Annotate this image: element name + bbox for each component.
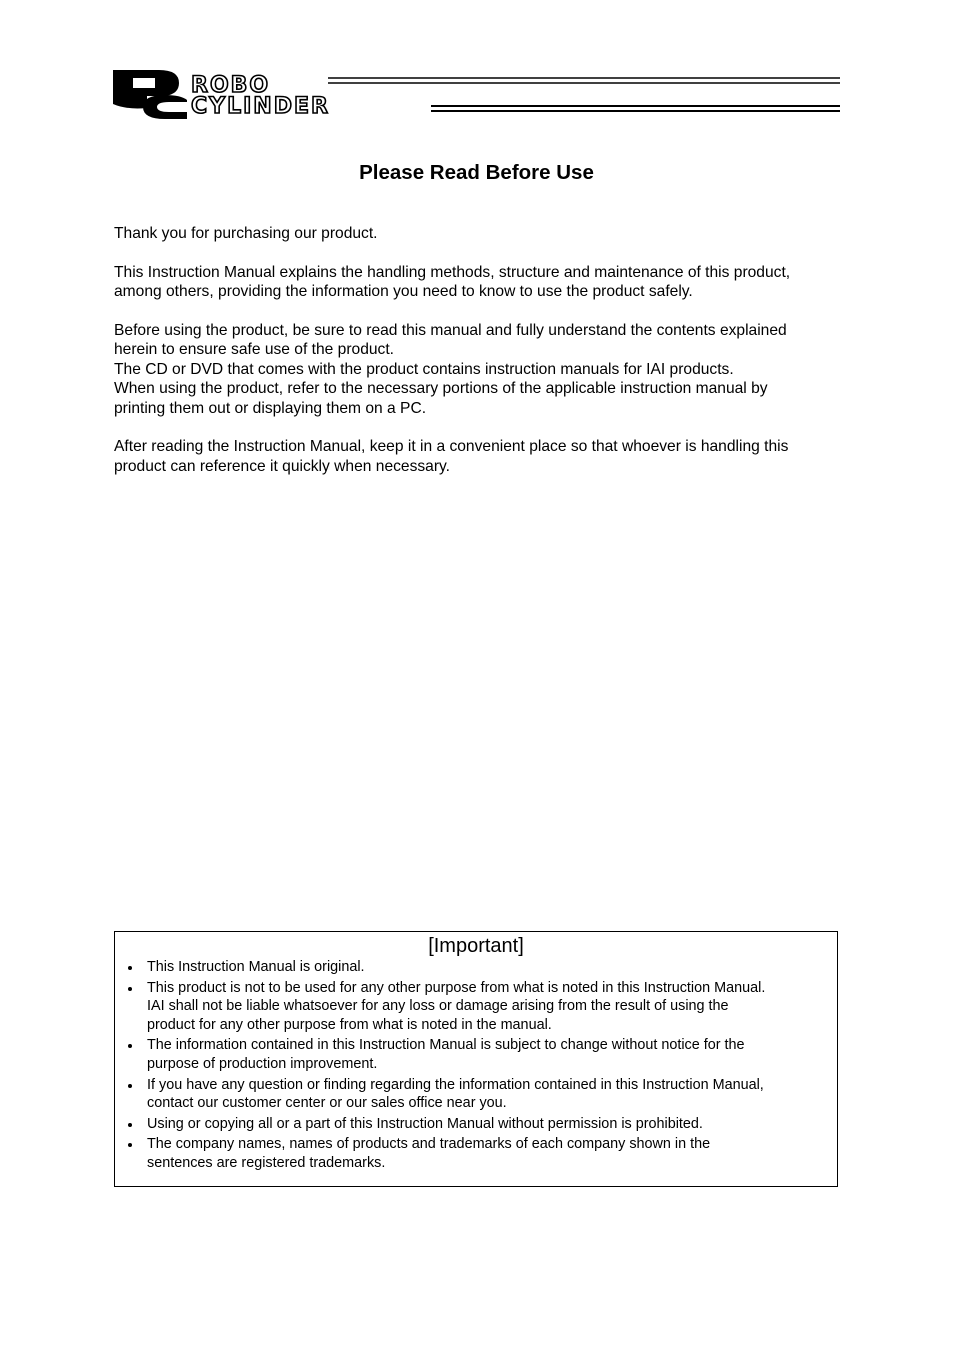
rc-monogram-icon bbox=[113, 70, 187, 119]
paragraph bbox=[114, 224, 842, 243]
paragraph bbox=[114, 437, 842, 476]
important-heading: [Important] bbox=[428, 935, 524, 957]
robo-cylinder-logo bbox=[113, 70, 840, 122]
important-notice-box bbox=[114, 931, 838, 1187]
robo-cylinder-header bbox=[113, 70, 840, 122]
paragraph-line: among others, providing the information you need to know to use the product safely. bbox=[114, 283, 693, 301]
important-item bbox=[127, 1135, 837, 1172]
intro-text bbox=[114, 224, 842, 496]
important-item-line: This Instruction Manual is original. bbox=[147, 959, 365, 975]
paragraph-line: This Instruction Manual explains the handling methods, structure and maintenance of this product, bbox=[114, 263, 791, 281]
important-item-line: This product is not to be used for any other purpose from what is noted in this Instruction Manual. bbox=[147, 979, 766, 996]
paragraph-line: Thank you for purchasing our product. bbox=[114, 225, 378, 242]
important-item-line: product for any other purpose from what is noted in the manual. bbox=[147, 1016, 552, 1033]
important-item-line: contact our customer center or our sales office near you. bbox=[147, 1095, 507, 1112]
paragraph-line: product can reference it quickly when necessary. bbox=[114, 457, 451, 475]
paragraph-line: After reading the Instruction Manual, keep it in a convenient place so that whoever is handling this bbox=[114, 438, 789, 456]
important-item bbox=[127, 1115, 837, 1134]
paragraph bbox=[114, 321, 842, 418]
important-item-line: Using or copying all or a part of this Instruction Manual without permission is prohibited. bbox=[147, 1115, 703, 1132]
important-list bbox=[115, 958, 837, 1173]
important-item-line: IAI shall not be liable whatsoever for any loss or damage arising from the result of using the bbox=[147, 998, 729, 1015]
brand-line2: CYLINDER bbox=[191, 94, 330, 119]
paragraph-line: Before using the product, be sure to read this manual and fully understand the contents explained bbox=[114, 322, 787, 339]
important-item-line: If you have any question or finding regarding the information contained in this Instruction Manual, bbox=[147, 1076, 764, 1093]
paragraph-line: When using the product, refer to the necessary portions of the applicable instruction manual by bbox=[114, 380, 768, 398]
paragraph-line: printing them out or displaying them on a PC. bbox=[114, 399, 427, 417]
important-item-line: purpose of production improvement. bbox=[147, 1055, 378, 1072]
paragraph bbox=[114, 263, 842, 302]
brand-line1: ROBO bbox=[191, 73, 271, 98]
important-item-line: The information contained in this Instruction Manual is subject to change without notice for the bbox=[147, 1037, 745, 1054]
important-item bbox=[127, 979, 837, 1035]
important-item bbox=[127, 1036, 837, 1073]
important-item-line: sentences are registered trademarks. bbox=[147, 1154, 386, 1171]
important-item bbox=[127, 1076, 837, 1113]
paragraph-line: herein to ensure safe use of the product. bbox=[114, 341, 395, 359]
page-title: Please Read Before Use bbox=[359, 161, 594, 184]
important-item-line: The company names, names of products and trademarks of each company shown in the bbox=[147, 1136, 711, 1153]
important-item bbox=[127, 958, 837, 977]
paragraph-line: The CD or DVD that comes with the product contains instruction manuals for IAI products. bbox=[114, 360, 734, 378]
